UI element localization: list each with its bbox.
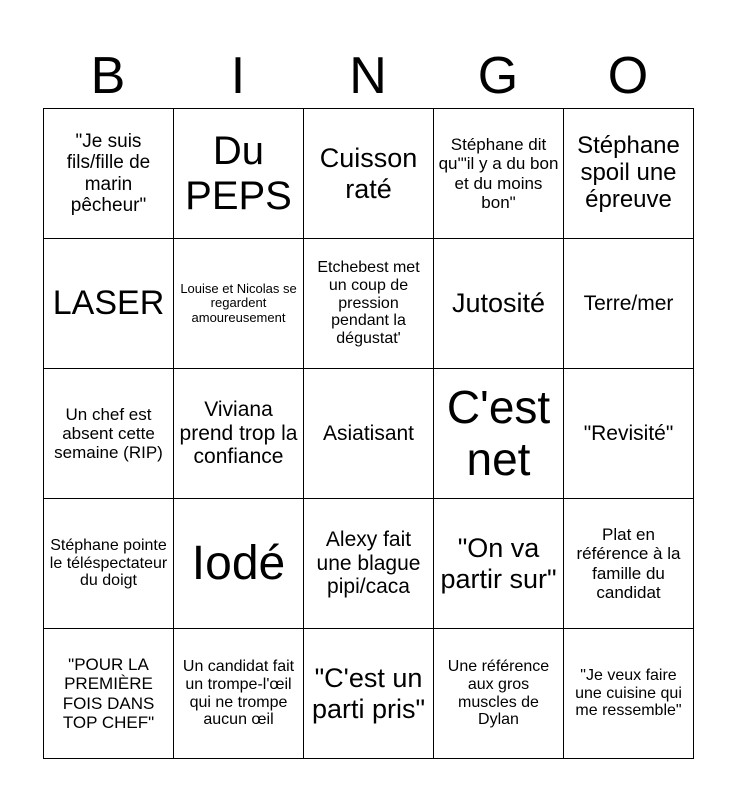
header-letter-b: B [90, 47, 126, 105]
bingo-cell[interactable]: "Je veux faire une cuisine qui me ressemble" [564, 629, 694, 759]
header-letter-n: N [349, 47, 387, 105]
bingo-cell[interactable]: C'est net [434, 369, 564, 499]
bingo-cell[interactable]: "On va partir sur" [434, 499, 564, 629]
bingo-cell[interactable]: "Revisité" [564, 369, 694, 499]
bingo-cell[interactable]: "POUR LA PREMIÈRE FOIS DANS TOP CHEF" [44, 629, 174, 759]
bingo-cell[interactable]: Stéphane pointe le téléspectateur du doigt [44, 499, 174, 629]
header-letter-i: I [230, 47, 246, 105]
bingo-row [44, 369, 694, 499]
bingo-cell[interactable]: Iodé [174, 499, 304, 629]
bingo-cell[interactable]: Etchebest met un coup de pression pendant la dégustat' [304, 239, 434, 369]
bingo-header [43, 44, 693, 108]
bingo-row [44, 629, 694, 759]
bingo-cell[interactable]: Un chef est absent cette semaine (RIP) [44, 369, 174, 499]
bingo-card [43, 108, 694, 759]
bingo-row [44, 499, 694, 629]
bingo-cell[interactable]: "C'est un parti pris" [304, 629, 434, 759]
bingo-cell[interactable]: Plat en référence à la famille du candidat [564, 499, 694, 629]
bingo-cell[interactable]: Stéphane spoil une épreuve [564, 109, 694, 239]
bingo-cell[interactable]: Terre/mer [564, 239, 694, 369]
bingo-cell[interactable]: Un candidat fait un trompe-l'œil qui ne trompe aucun œil [174, 629, 304, 759]
bingo-cell[interactable]: Louise et Nicolas se regardent amoureusement [174, 239, 304, 369]
bingo-row [44, 109, 694, 239]
bingo-cell[interactable]: Viviana prend trop la confiance [174, 369, 304, 499]
bingo-cell[interactable]: LASER [44, 239, 174, 369]
header-letter-o: O [607, 47, 649, 105]
bingo-cell[interactable]: Alexy fait une blague pipi/caca [304, 499, 434, 629]
bingo-cell[interactable]: Cuisson raté [304, 109, 434, 239]
bingo-cell[interactable]: Du PEPS [174, 109, 304, 239]
bingo-cell[interactable]: Jutosité [434, 239, 564, 369]
bingo-cell[interactable]: Une référence aux gros muscles de Dylan [434, 629, 564, 759]
header-letter-g: G [477, 47, 519, 105]
bingo-cell[interactable]: Stéphane dit qu'"il y a du bon et du moins bon" [434, 109, 564, 239]
bingo-cell[interactable]: Asiatisant [304, 369, 434, 499]
bingo-row [44, 239, 694, 369]
bingo-cell[interactable]: "Je suis fils/fille de marin pêcheur" [44, 109, 174, 239]
